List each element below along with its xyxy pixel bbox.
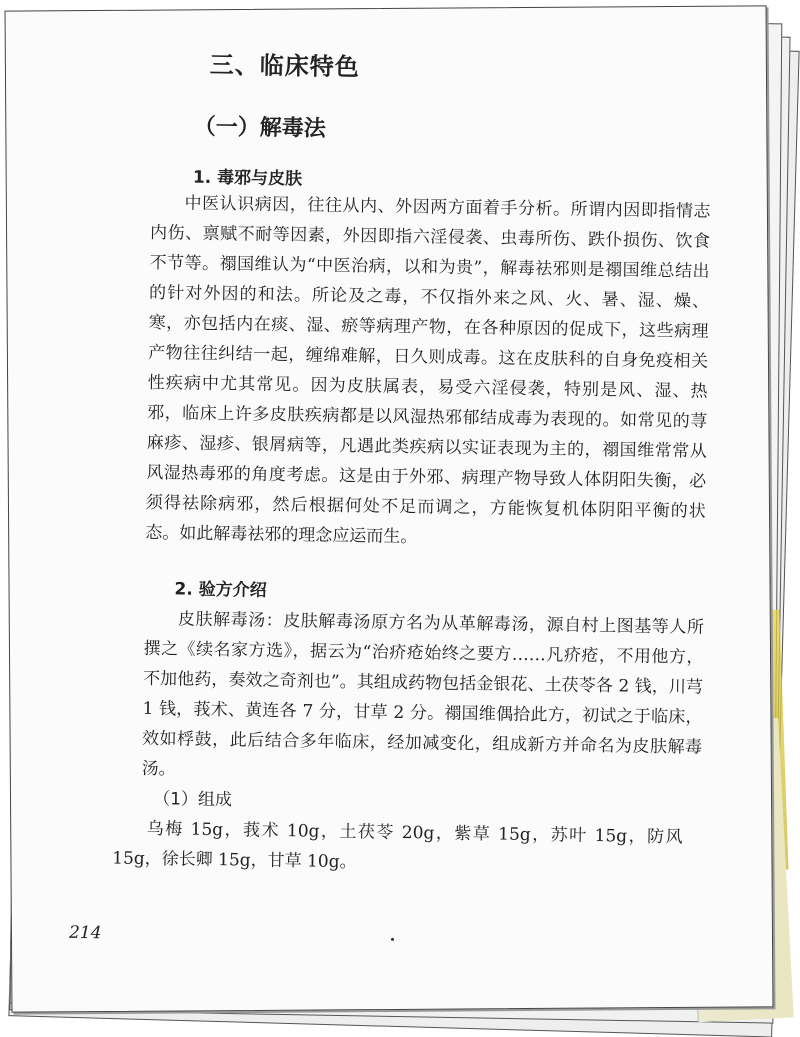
section-title: 三、临床特色 <box>209 50 360 82</box>
heading-formula-intro: 2. 验方介绍 <box>174 579 267 601</box>
paragraph-formula-intro: 皮肤解毒汤：皮肤解毒汤原方名为从革解毒汤，源自村上图基等人所撰之《续名家方选》，据云为“治疥疮始终之要方……凡疥疮，不用他方，不加他药，奏效之奇剂也”。其组成药物包括金银花、土茯苓各 2 钱，川芎 1 钱，莪术、黄连各 7 分，甘草 2 分。禤国维偶拾此方，初试之于临床，效如桴鼓，此后结合多年临床，经加减变化，组成新方并命名为皮肤解毒汤。 <box>141 609 705 780</box>
paragraph-toxin-skin: 中医认识病因，往往从内、外因两方面着手分析。所谓内因即指情志内伤、禀赋不耐等因素，外因即指六淫侵袭、虫毒所伤、跌仆损伤、饮食不节等。禤国维认为“中医治病，以和为贵”，解毒祛邪则是禤国维总结出的针对外因的和法。所论及之毒，不仅指外来之风、火、暑、湿、燥、寒，亦包括内在痰、湿、瘀等病理产物，在各种原因的促成下，这些病理产物往往纠结一起，缠绵难解，日久则成毒。这在皮肤科的自身免疫相关性疾病中尤其常见。因为皮肤属表，易受六淫侵袭，特别是风、湿、热邪，临床上许多皮肤疾病都是以风湿热邪郁结成毒为表现的。如常见的荨麻疹、湿疹、银屑病等，凡遇此类疾病以实证表现为主的，禤国维常常从风湿热毒邪的角度考虑。这是由于外邪、病理产物导致人体阴阳失衡，必须得祛除病邪，然后根据何处不足而调之，方能恢复机体阴阳平衡的状态。如此解毒祛邪的理念应运而生。 <box>145 193 711 548</box>
paragraph-composition: 乌梅 15g，莪术 10g，土茯苓 20g，紫草 15g，苏叶 15g，防风 15g，徐长卿 15g，甘草 10g。 <box>112 818 683 873</box>
print-dot <box>391 938 394 941</box>
sub-title: （一）解毒法 <box>193 114 326 142</box>
page-content <box>5 12 766 1013</box>
book-page <box>5 5 774 1012</box>
page-number: 214 <box>68 922 102 944</box>
heading-toxin-skin: 1. 毒邪与皮肤 <box>192 167 303 190</box>
heading-composition: （1）组成 <box>153 789 233 811</box>
